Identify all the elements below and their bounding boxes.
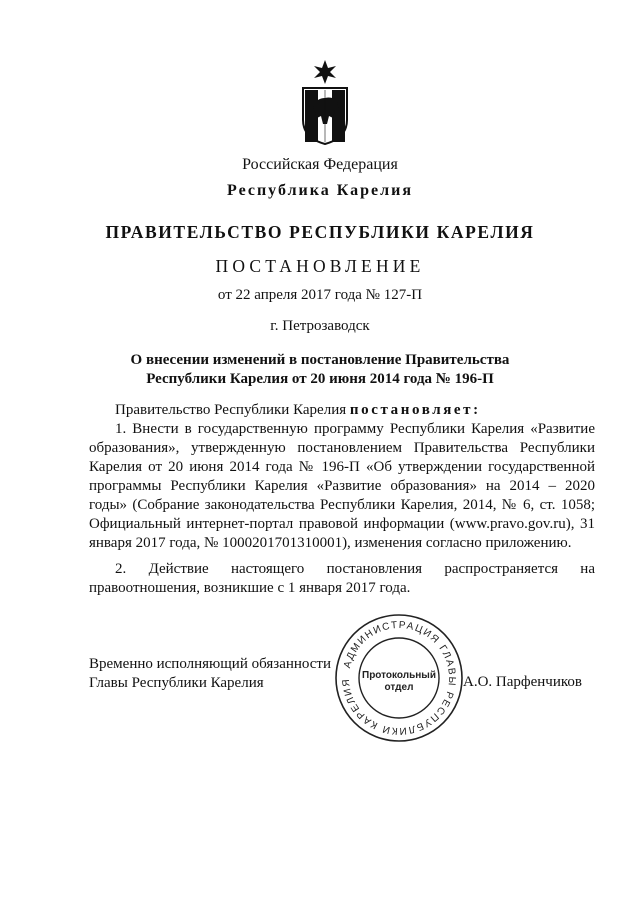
intro-prefix: Правительство Республики Карелия — [115, 402, 350, 418]
signatory-title — [89, 655, 331, 693]
republic-name: Республика Карелия — [227, 182, 413, 199]
government-title: ПРАВИТЕЛЬСТВО РЕСПУБЛИКИ КАРЕЛИЯ — [105, 222, 535, 242]
city: г. Петрозаводск — [270, 318, 370, 334]
country-name: Российская Федерация — [242, 156, 398, 173]
document-subject — [0, 351, 640, 389]
intro-paragraph — [89, 401, 595, 420]
stamp-ring-text: АДМИНИСТРАЦИЯ ГЛАВЫ РЕСПУБЛИКИ КАРЕЛИЯ — [340, 619, 458, 737]
official-stamp — [333, 612, 465, 744]
paragraph-item-1: 1. Внести в государственную программу Республики Карелия «Развитие образования», утвержденную постановлением Правительства Республики Карелия от 20 июня 2014 года № 196-П «Об утверждении государственной программы Республики Карелия «Развитие образования» на 2014 – 2020 годы» (Собрание законодательства Республики Карелия, 2014, № 6, ст. 1058; Официальный интернет-портал правовой информации (www.pravo.gov.ru), 31 января 2017 года, № 1000201701310001), изменения согласно приложению. — [89, 421, 595, 551]
signatory-title-line-1: Временно исполняющий обязанности — [89, 656, 332, 672]
coat-of-arms-emblem — [299, 58, 351, 146]
subject-line-2: Республики Карелия от 20 июня 2014 года № 196-П — [146, 371, 494, 387]
paragraph-item-2: 2. Действие настоящего постановления распространяется на правоотношения, возникшие с 1 января 2017 года. — [89, 561, 595, 596]
intro-resolution-word: постановляет: — [349, 402, 481, 418]
date-and-number: от 22 апреля 2017 года № 127-П — [217, 287, 423, 303]
stamp-center-line-2: отдел — [384, 682, 414, 693]
signatory-name: А.О. Парфенчиков — [463, 674, 582, 690]
stamp-center-line-1: Протокольный — [362, 670, 436, 681]
document-type: ПОСТАНОВЛЕНИЕ — [215, 256, 425, 276]
subject-line-1: О внесении изменений в постановление Правительства — [130, 352, 510, 368]
signatory-title-line-2: Главы Республики Карелия — [89, 675, 264, 691]
